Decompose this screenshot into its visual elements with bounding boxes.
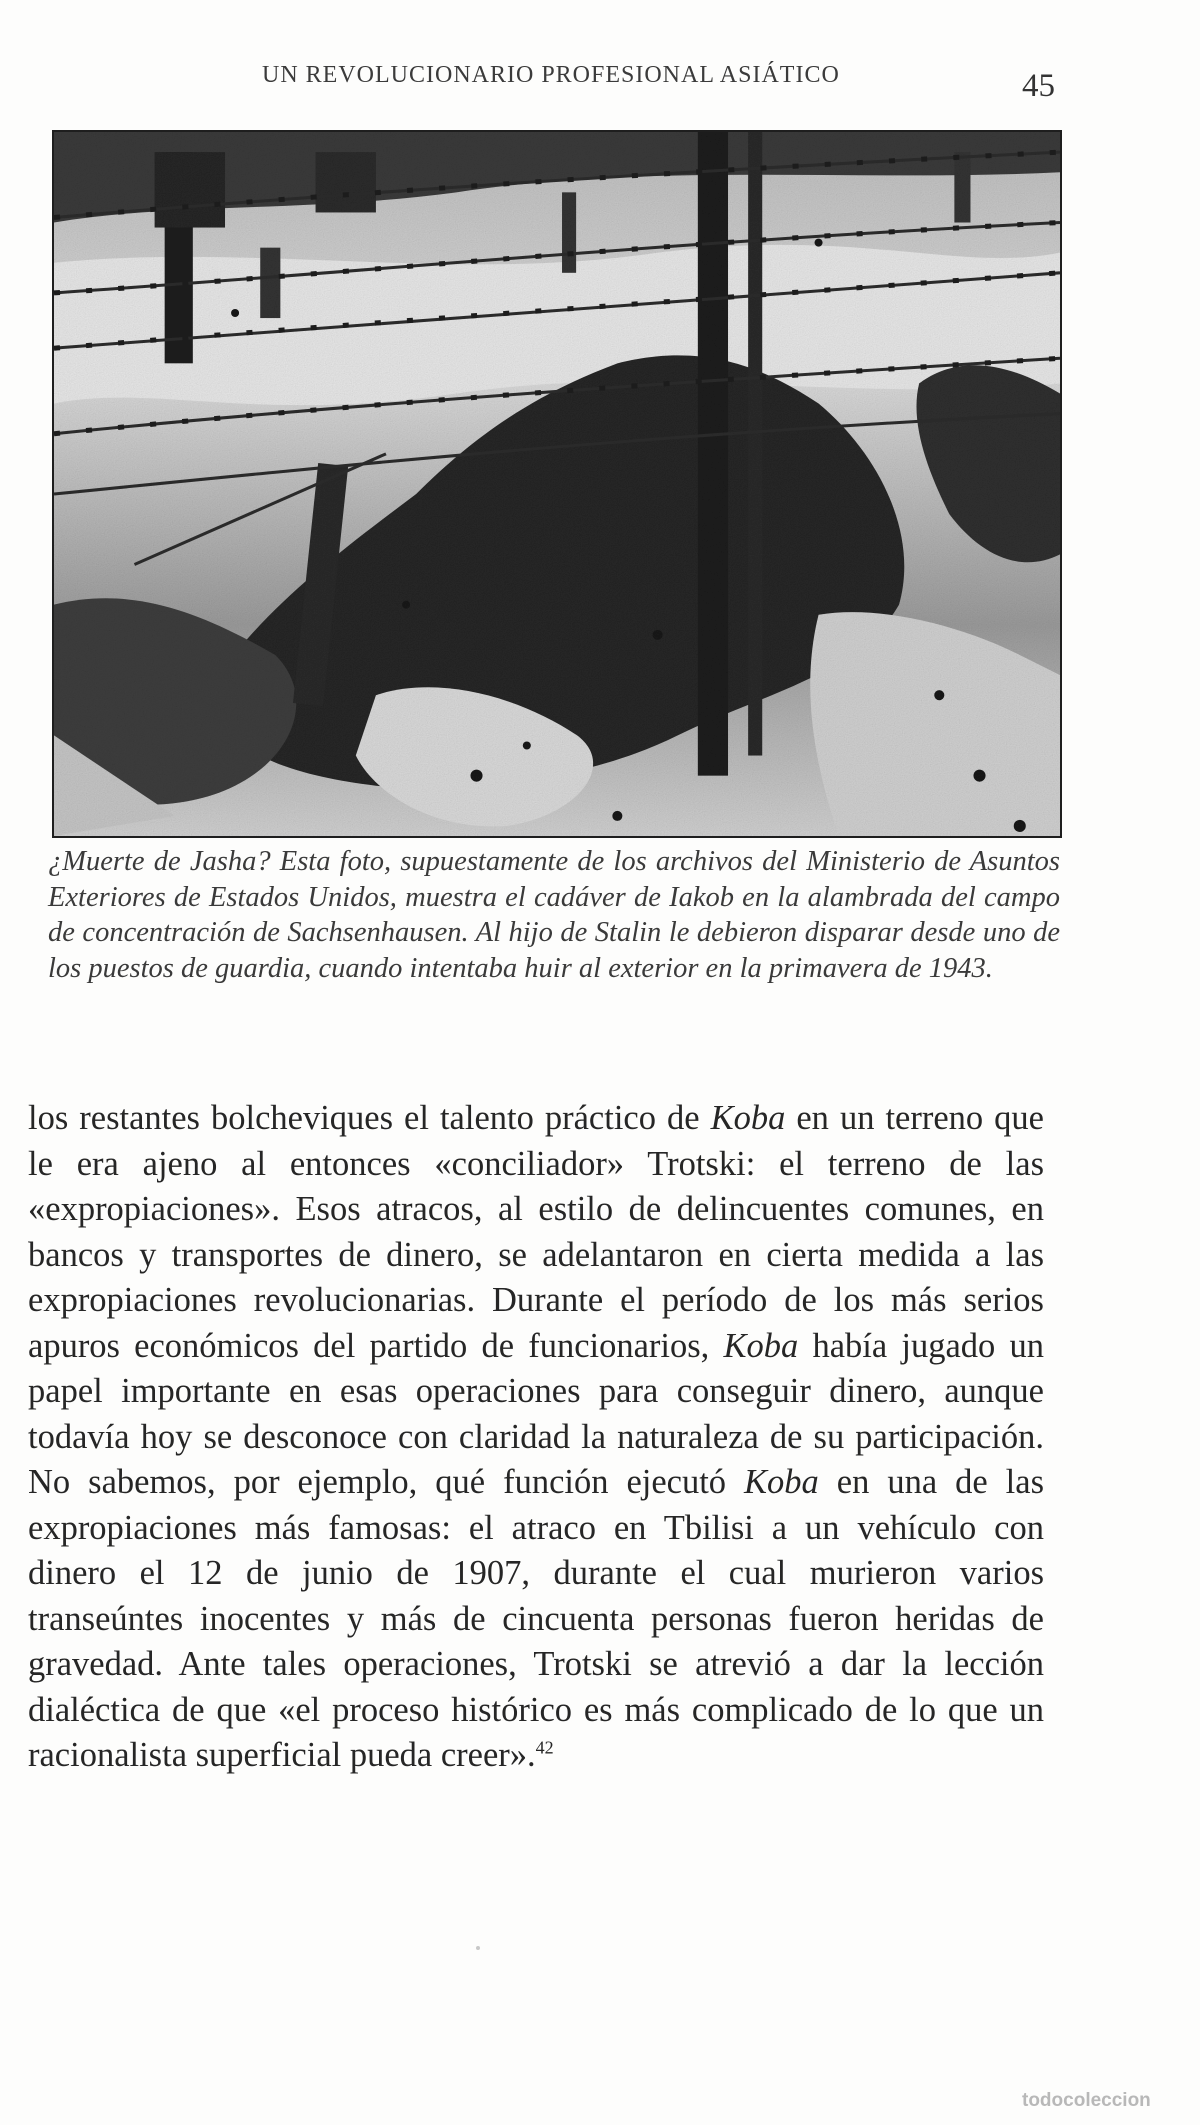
body-text-segment: los restantes bolcheviques el talento práctico de (28, 1099, 711, 1137)
photo-illustration (54, 132, 1060, 836)
body-text-segment: en un terreno que le era ajeno al entonces «conciliador» Trotski: el terreno de las «expropiaciones». Esos atracos, al estilo de delincuentes comunes, en bancos y transportes de dinero, se adelantaron en cierta medida a las expropiaciones revolucionarias. Durante el período de los más serios apuros económicos del partido de funcionarios, (28, 1099, 1044, 1365)
footnote-reference: 42 (535, 1737, 554, 1758)
running-header: UN REVOLUCIONARIO PROFESIONAL ASIÁTICO (262, 62, 840, 88)
page-number: 45 (1022, 68, 1055, 104)
emphasis-koba: Koba (744, 1463, 819, 1501)
body-paragraph (28, 1096, 1044, 1779)
body-text-segment: en una de las expropiaciones más famosas: el atraco en Tbilisi a un vehículo con dinero el 12 de junio de 1907, durante el cual murieron varios transeúntes inocentes y más de cincuenta personas fueron heridas de gravedad. Ante tales operaciones, Trotski se atrevió a dar la lección dialéctica de que «el proceso histórico es más complicado de lo que un racionalista superficial pueda creer». (28, 1463, 1045, 1774)
photo-caption: ¿Muerte de Jasha? Esta foto, supuestamente de los archivos del Ministerio de Asuntos Exteriores de Estados Unidos, muestra el cadáver de Iakob en la alambrada del campo de concentración de Sachsenhausen. Al hijo de Stalin le debieron disparar desde uno de los puestos de guardia, cuando intentaba huir al exterior en la primavera de 1943. (48, 846, 1060, 984)
speck-mark (476, 1946, 480, 1950)
watermark: todocoleccion (1022, 2090, 1151, 2111)
body-text-segment: había jugado un papel importante en esas operaciones para conseguir dinero, aunque todavía hoy se desconoce con claridad la naturaleza de su participación. No sabemos, por ejemplo, qué función ejecutó (28, 1326, 1044, 1501)
emphasis-koba: Koba (723, 1326, 799, 1365)
emphasis-koba: Koba (710, 1099, 786, 1137)
archival-photo (52, 130, 1062, 838)
